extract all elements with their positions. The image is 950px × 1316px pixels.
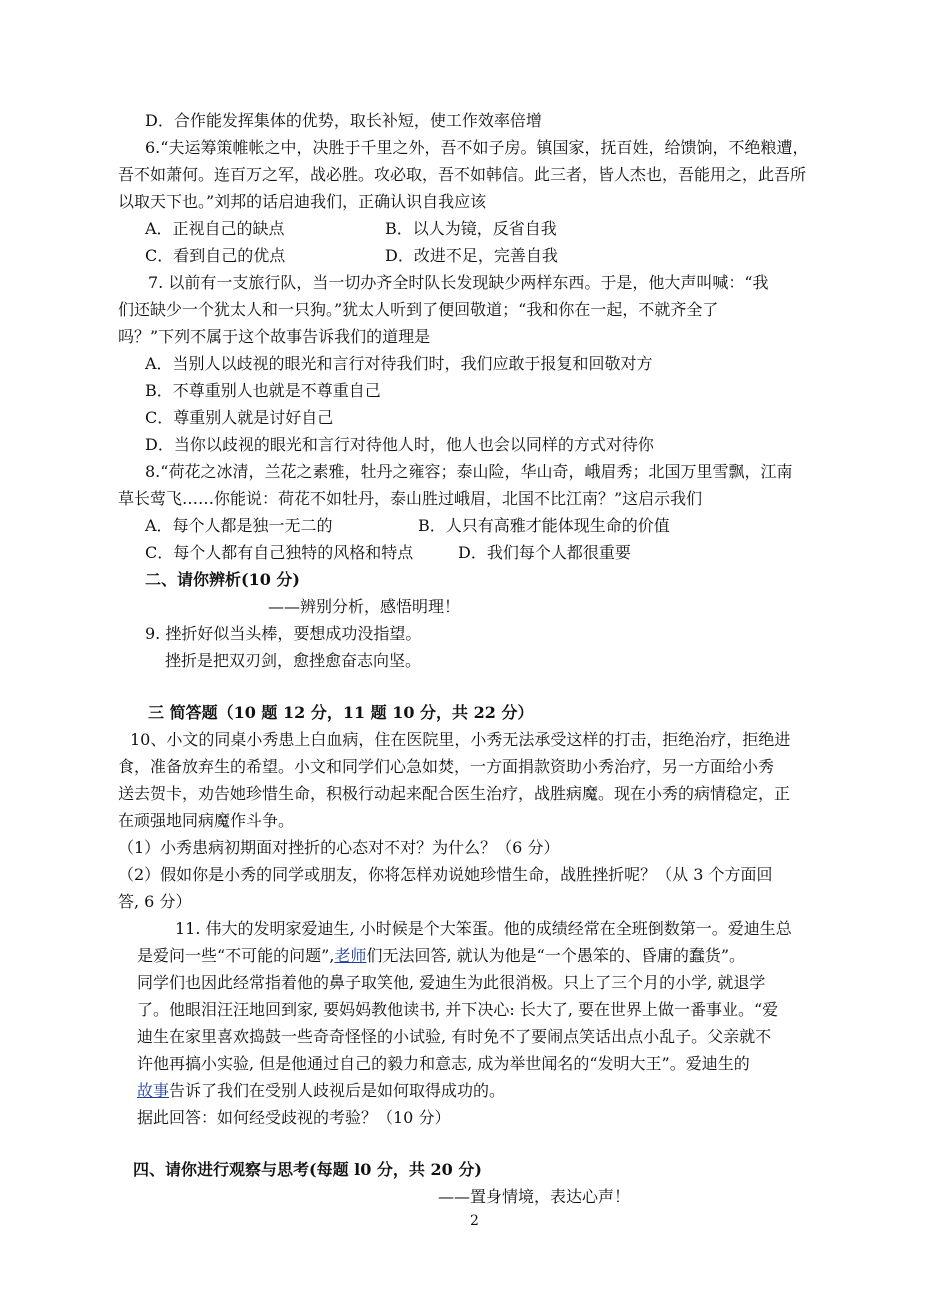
q10-line: 10、小文的同桌小秀患上白血病，住在医院里，小秀无法承受这样的打击，拒绝治疗，拒绝进	[130, 730, 791, 749]
q6-option-a: A．正视自己的缺点	[145, 219, 285, 238]
q11-text: 是爱问一些“不可能的问题”,	[137, 946, 335, 965]
q7-option-d: D．当你以歧视的眼光和言行对待他人时，他人也会以同样的方式对待你	[145, 435, 654, 454]
teacher-link[interactable]: 老师	[334, 946, 367, 965]
q9-line: 挫折是把双刃剑，愈挫愈奋志向坚。	[165, 651, 422, 670]
q11-line: 迪生在家里喜欢捣鼓一些奇奇怪怪的小试验, 有时免不了要闹点笑话出点小乱子。父亲就不	[137, 1027, 772, 1046]
q11-text: 告诉了我们在受别人歧视后是如何取得成功的。	[169, 1081, 506, 1100]
q11-text: 们无法回答, 就认为他是“一个愚笨的、昏庸的蠢货”。	[366, 946, 746, 965]
q7-option-c: C．尊重别人就是讨好自己	[145, 408, 334, 427]
q6-option-b: B．以人为镜，反省自我	[385, 219, 557, 238]
page-number: 2	[470, 1213, 479, 1229]
q7-stem-line: 吗？”下列不属于这个故事告诉我们的道理是	[118, 327, 431, 346]
q8-stem-line: 8.“荷花之冰清，兰花之素雅，牡丹之雍容；泰山险，华山奇，峨眉秀；北国万里雪飘，江南	[145, 462, 793, 481]
q6-stem-line: 6.“夫运筹策帷帐之中，决胜于千里之外，吾不如子房。镇国家，抚百姓，给馈饷，不绝粮遭，	[145, 138, 809, 157]
q10-line: 送去贺卡，劝告她珍惜生命，积极行动起来配合医生治疗，战胜病魔。现在小秀的病情稳定，正	[118, 784, 791, 803]
q8-stem-line: 草长莺飞……你能说：荷花不如牡丹，泰山胜过峨眉，北国不比江南？”这启示我们	[118, 489, 703, 508]
q10-line: 食，准备放弃生的希望。小文和同学们心急如焚，一方面捐款资助小秀治疗，另一方面给小秀	[118, 757, 775, 776]
section4-motto: ——置身情境，表达心声！	[438, 1187, 631, 1206]
q11-line	[137, 1080, 505, 1102]
q6-stem-line: 吾不如萧何。连百万之军，战必胜。攻必取，吾不如韩信。此三者，皆人杰也，吾能用之，此吾所	[118, 165, 807, 184]
q10-sub-question-2: 答, 6 分）	[118, 892, 192, 911]
q6-option-c: C．看到自己的优点	[145, 246, 286, 265]
q7-option-a: A．当别人以歧视的眼光和言行对待我们时，我们应敢于报复和回敬对方	[145, 354, 653, 373]
q11-line: 同学们也因此经常指着他的鼻子取笑他, 爱迪生为此很消极。只上了三个月的小学, 就退学	[137, 973, 766, 992]
q11-line	[137, 945, 745, 967]
q10-sub-question-1: （1）小秀患病初期面对挫折的心态对不对？为什么？（6 分）	[118, 838, 560, 857]
q8-option-c: C．每个人都有自己独特的风格和特点	[145, 543, 414, 562]
q11-line: 11. 伟大的发明家爱迪生, 小时候是个大笨蛋。他的成绩经常在全班倒数第一。爱迪生总	[175, 919, 792, 938]
section2-title: 二、请你辨析(10 分)	[145, 570, 300, 589]
story-link[interactable]: 故事	[137, 1081, 170, 1100]
q8-option-b: B．人只有高雅才能体现生命的价值	[418, 516, 670, 535]
q10-line: 在顽强地同病魔作斗争。	[118, 811, 295, 830]
q11-line: 了。他眼泪汪汪地回到家, 要妈妈教他读书, 并下决心: 长大了, 要在世界上做一番事业。“爱	[137, 1000, 779, 1019]
q11-question: 据此回答：如何经受歧视的考验？（10 分）	[137, 1108, 451, 1127]
q8-option-a: A．每个人都是独一无二的	[145, 516, 333, 535]
section2-motto: ——辨别分析，感悟明理！	[268, 597, 461, 616]
q6-option-d: D．改进不足，完善自我	[385, 246, 558, 265]
section3-title: 三 简答题（10 题 12 分，11 题 10 分，共 22 分）	[148, 703, 534, 722]
q8-option-d: D．我们每个人都很重要	[458, 543, 631, 562]
q7-stem-line: 们还缺少一个犹太人和一只狗。”犹太人听到了便回敬道；“我和你在一起，不就齐全了	[118, 300, 719, 319]
q10-sub-question-2: （2）假如你是小秀的同学或朋友，你将怎样劝说她珍惜生命，战胜挫折呢？（从 3 个方面回	[118, 865, 773, 884]
q11-line: 许他再搞小实验, 但是他通过自己的毅力和意志, 成为举世闻名的“发明大王”。爱迪生的	[137, 1054, 750, 1073]
section4-title: 四、请你进行观察与思考(每题 l0 分，共 20 分)	[133, 1160, 482, 1179]
q7-stem-line: 7. 以前有一支旅行队，当一切办齐全时队长发现缺少两样东西。于是，他大声叫喊：“我	[148, 273, 769, 292]
q6-stem-line: 以取天下也。”刘邦的话启迪我们，正确认识自我应该	[118, 192, 487, 211]
q5-option-d: D．合作能发挥集体的优势，取长补短，使工作效率倍增	[145, 111, 542, 130]
q9-line: 9. 挫折好似当头棒，要想成功没指望。	[145, 624, 422, 643]
q7-option-b: B．不尊重别人也就是不尊重自己	[145, 381, 381, 400]
